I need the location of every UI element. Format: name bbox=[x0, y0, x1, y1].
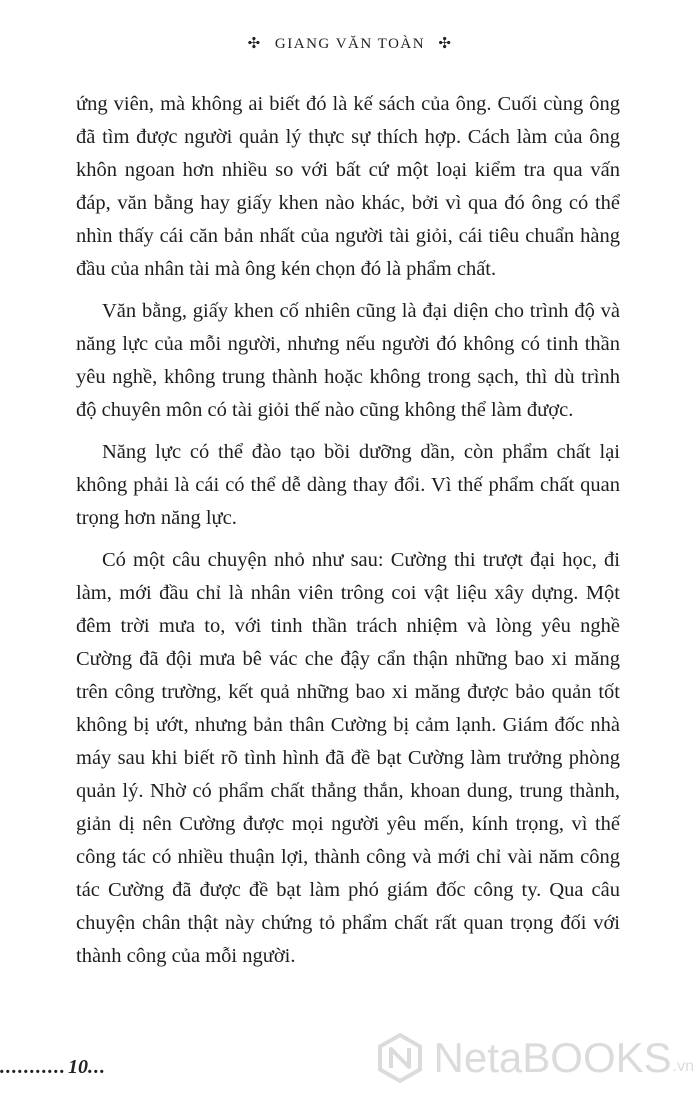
paragraph-4: Có một câu chuyện nhỏ như sau: Cường thi trượt đại học, đi làm, mới đầu chỉ là nhân viên trông coi vật liệu xây dựng. Một đêm trời mưa to, với tinh thần trách nhiệm và lòng yêu nghề Cường đã đội mưa bê vác che đậy cẩn thận những bao xi măng trên công trường, kết quả những bao xi măng được bảo quản tốt không bị ướt, nhưng bản thân Cường bị cảm lạnh. Giám đốc nhà máy sau khi biết rõ tình hình đã đề bạt Cường làm trưởng phòng quản lý. Nhờ có phẩm chất thẳng thắn, khoan dung, trung thành, giản dị nên Cường được mọi người yêu mến, kính trọng, vì thế công tác có nhiều thuận lợi, thành công và mới chỉ vài năm công tác Cường đã được đề bạt làm phó giám đốc công ty. Qua câu chuyện chân thật này chứng tỏ phẩm chất rất quan trọng đối với thành công của mỗi người. bbox=[76, 549, 620, 967]
watermark-suffix: .vn bbox=[672, 1058, 694, 1075]
watermark-brand: NetaBOOKS bbox=[433, 1034, 672, 1081]
page-number-leader-dots: ........... bbox=[0, 1056, 66, 1078]
page-footer bbox=[0, 1034, 700, 1116]
running-header bbox=[0, 34, 700, 53]
paragraph-3: Năng lực có thể đào tạo bồi dưỡng dần, còn phẩm chất lại không phải là cái có thể dễ dàng thay đổi. Vì thế phẩm chất quan trọng hơn năng lực. bbox=[76, 441, 620, 529]
paragraph-1: ứng viên, mà không ai biết đó là kế sách của ông. Cuối cùng ông đã tìm được người quản lý thực sự thích hợp. Cách làm của ông khôn ngoan hơn nhiều so với bất cứ một loại kiểm tra qua vấn đáp, văn bằng hay giấy khen nào khác, bởi vì qua đó ông có thể nhìn thấy cái căn bản nhất của người tài giỏi, cái tiêu chuẩn hàng đầu của nhân tài mà ông kén chọn đó là phẩm chất. bbox=[76, 93, 620, 280]
watermark bbox=[374, 1032, 694, 1084]
author-name: GIANG VĂN TOÀN bbox=[274, 36, 426, 52]
ornament-right-icon: ✣ bbox=[438, 36, 453, 52]
ornament-left-icon: ✣ bbox=[247, 36, 262, 52]
page-number: 10 bbox=[68, 1056, 88, 1078]
netabooks-logo-icon bbox=[374, 1032, 426, 1084]
page-number-marker bbox=[0, 1056, 106, 1079]
page-body bbox=[76, 88, 620, 982]
page-number-trailing-dots: ... bbox=[88, 1056, 106, 1078]
paragraph-2: Văn bằng, giấy khen cố nhiên cũng là đại diện cho trình độ và năng lực của mỗi người, nhưng nếu người đó không có tinh thần yêu nghề, không trung thành hoặc không trong sạch, thì dù trình độ chuyên môn có tài giỏi thế nào cũng không thể làm được. bbox=[76, 300, 620, 421]
